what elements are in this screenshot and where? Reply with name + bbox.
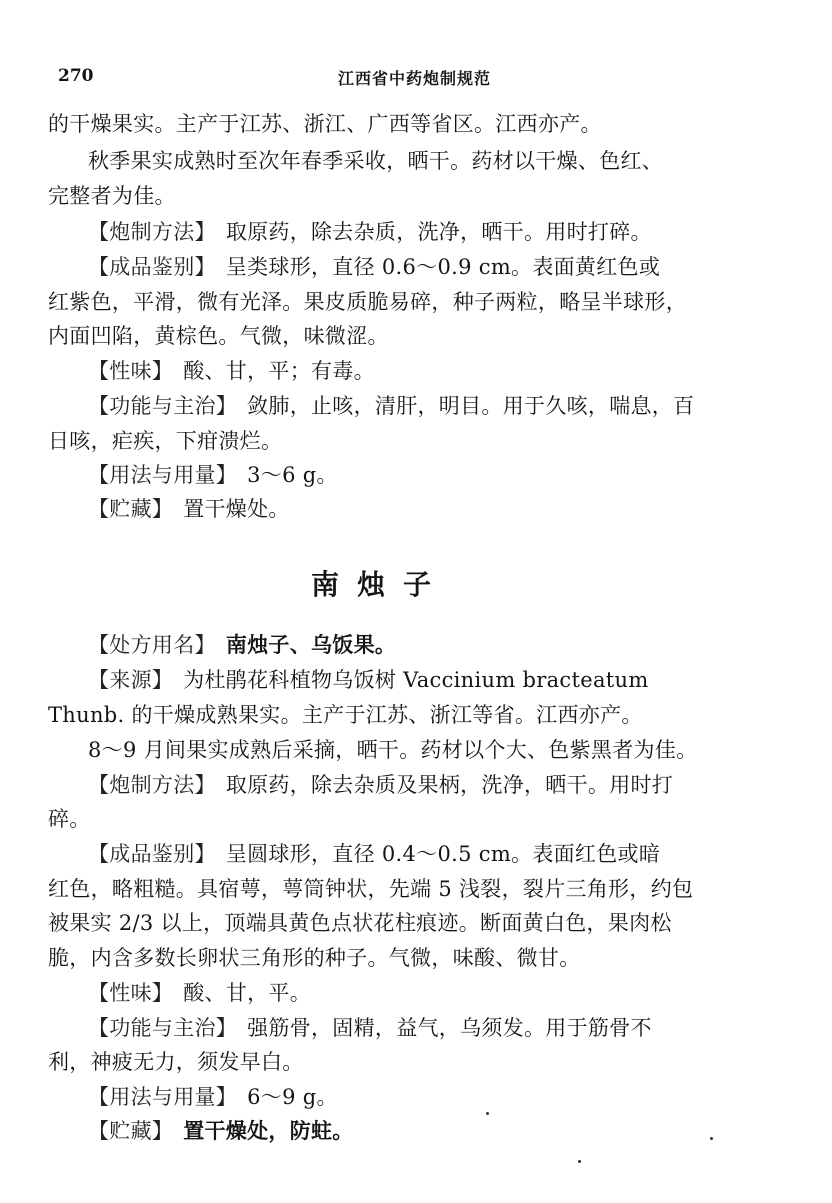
prev-dosage-label: 【用法与用量】 [88,463,238,487]
prev-function-line-2: 日咳，疟疾，下疳溃烂。 [48,429,283,453]
prev-identification [88,254,660,280]
dosage [88,1084,338,1110]
nature-label: 【性味】 [88,981,174,1005]
prev-identification-line-3: 内面凹陷，黄棕色。气微，味微涩。 [48,324,389,348]
processing [88,772,673,798]
storage-label: 【贮藏】 [88,1119,174,1143]
prev-entry-line-3: 完整者为佳。 [48,184,176,208]
prev-function [88,393,694,419]
function-line-2: 利，神疲无力，须发早白。 [48,1050,304,1074]
prescription-name-label: 【处方用名】 [88,633,216,657]
prev-nature [88,358,375,384]
source-line-3: 8～9 月间果实成熟后采摘，晒干。药材以个大、色紫黑者为佳。 [88,738,698,762]
prev-storage-label: 【贮藏】 [88,497,174,521]
page-number: 270 [58,66,94,86]
source [88,667,649,693]
entry-title: 南烛子 [310,568,449,601]
prev-identification-line-2: 红紫色，平滑，微有光泽。果皮质脆易碎，种子两粒，略呈半球形， [48,290,687,314]
dosage-label: 【用法与用量】 [88,1085,238,1109]
nature [88,980,311,1006]
prev-entry-line-2: 秋季果实成熟时至次年春季采收，晒干。药材以干燥、色红、 [88,149,664,173]
source-line-1: 为杜鹃花科植物乌饭树 Vaccinium bracteatum [183,668,649,692]
prev-dosage [88,462,338,488]
identification-line-4: 脆，内含多数长卵状三角形的种子。气微，味酸、微甘。 [48,946,581,970]
processing-line-2: 碎。 [48,807,91,831]
prev-processing-label: 【炮制方法】 [88,220,216,244]
scan-speck [578,1160,581,1163]
prev-dosage-text: 3～6 g。 [247,463,338,487]
running-title: 江西省中药炮制规范 [338,69,492,88]
function-line-1: 强筋骨，固精，益气，乌须发。用于筋骨不 [247,1016,652,1040]
prev-entry-line-1: 的干燥果实。主产于江苏、浙江、广西等省区。江西亦产。 [48,112,602,136]
storage [88,1118,354,1144]
processing-line-1: 取原药，除去杂质及果柄，洗净，晒干。用时打 [225,773,674,797]
function [88,1015,652,1041]
identification [88,841,660,867]
identification-line-1: 呈圆球形，直径 0.4～0.5 cm。表面红色或暗 [225,842,661,866]
prev-nature-label: 【性味】 [88,359,174,383]
scan-speck [710,1137,713,1140]
prev-nature-text: 酸、甘，平；有毒。 [183,359,375,383]
processing-label: 【炮制方法】 [88,773,216,797]
source-label: 【来源】 [88,668,174,692]
identification-line-2: 红色，略粗糙。具宿萼，萼筒钟状，先端 5 浅裂，裂片三角形，约包 [48,877,694,901]
prev-identification-line-1: 呈类球形，直径 0.6～0.9 cm。表面黄红色或 [225,255,661,279]
prev-storage [88,496,290,522]
identification-line-3: 被果实 2/3 以上，顶端具黄色点状花柱痕迹。断面黄白色，果肉松 [48,911,672,935]
prev-function-label: 【功能与主治】 [88,394,238,418]
identification-label: 【成品鉴别】 [88,842,216,866]
nature-text: 酸、甘，平。 [183,981,312,1005]
prescription-name [88,632,396,658]
prev-storage-text: 置干燥处。 [183,497,290,521]
prev-processing [88,219,652,245]
page-header [38,66,758,90]
storage-text: 置干燥处，防蛀。 [183,1118,354,1143]
prev-processing-text: 取原药，除去杂质，洗净，晒干。用时打碎。 [225,220,652,244]
dosage-text: 6～9 g。 [247,1085,338,1109]
function-label: 【功能与主治】 [88,1016,238,1040]
prev-identification-label: 【成品鉴别】 [88,255,216,279]
prescription-name-text: 南烛子、乌饭果。 [225,632,397,657]
prev-function-line-1: 敛肺，止咳，清肝，明目。用于久咳，喘息，百 [247,394,695,418]
scan-speck [486,1112,489,1115]
source-line-2: Thunb. 的干燥成熟果实。主产于江苏、浙江等省。江西亦产。 [48,703,643,727]
